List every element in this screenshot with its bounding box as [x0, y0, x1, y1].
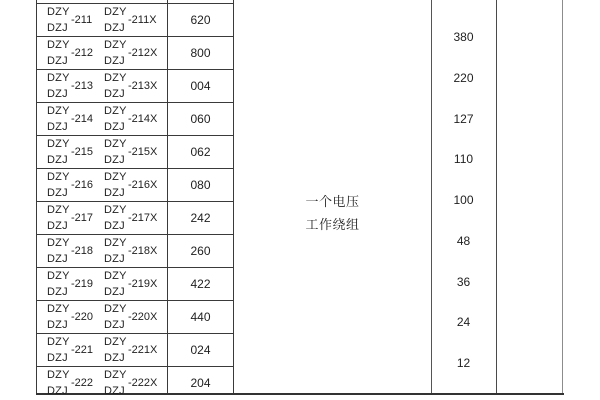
voltage-value: 48 [456, 233, 471, 248]
table-row [37, 103, 233, 136]
model-prefix-dzy: DZY [47, 303, 70, 315]
model-prefix-dzy: DZY [104, 237, 127, 249]
model-prefix-stack-x [104, 138, 127, 166]
model-prefix-stack-x [104, 270, 127, 298]
model-prefix-dzj: DZJ [104, 220, 125, 232]
model-prefix-stack-primary [47, 138, 70, 166]
model-prefix-dzy: DZY [47, 369, 70, 381]
voltage-value: 12 [456, 356, 471, 370]
model-prefix-dzj: DZJ [47, 385, 68, 397]
table-right-border [562, 0, 563, 395]
code-cell: 024 [190, 343, 211, 357]
code-cell: 060 [190, 112, 211, 126]
model-prefix-dzy: DZY [104, 204, 127, 216]
model-suffix: -222 [71, 377, 94, 389]
model-prefix-stack-x [104, 171, 127, 199]
model-prefix-dzy: DZY [47, 336, 70, 348]
model-rows [37, 4, 233, 399]
model-suffix-x: -214X [128, 113, 158, 125]
model-prefix-stack-x [104, 72, 127, 100]
model-prefix-stack-primary [47, 72, 70, 100]
model-prefix-stack-x [104, 336, 127, 364]
code-cell: 800 [190, 46, 211, 60]
voltage-value: 36 [456, 274, 471, 289]
model-prefix-stack-primary [47, 204, 70, 232]
table-row [37, 202, 233, 235]
empty-column-cell [497, 0, 562, 393]
model-prefix-dzy: DZY [47, 204, 70, 216]
model-prefix-dzy: DZY [47, 138, 70, 150]
model-prefix-dzj: DZJ [104, 22, 125, 34]
model-prefix-dzj: DZJ [47, 319, 68, 331]
model-prefix-dzj: DZJ [47, 22, 68, 34]
table-row [37, 169, 233, 202]
model-suffix: -219 [71, 278, 94, 290]
model-suffix: -215 [71, 146, 94, 158]
voltage-value: 220 [453, 70, 474, 85]
voltage-value: 127 [453, 111, 474, 126]
model-suffix: -217 [71, 212, 94, 224]
code-cell: 422 [190, 277, 211, 291]
model-prefix-stack-primary [47, 270, 70, 298]
table-row [37, 334, 233, 367]
model-suffix: -221 [71, 344, 94, 356]
model-prefix-stack-x [104, 303, 127, 331]
model-suffix: -211 [71, 14, 93, 26]
voltage-value: 110 [453, 152, 474, 167]
model-prefix-dzy: DZY [104, 105, 127, 117]
model-prefix-dzj: DZJ [47, 187, 68, 199]
model-prefix-dzj: DZJ [47, 88, 68, 100]
model-prefix-dzy: DZY [104, 171, 127, 183]
code-cell: 260 [190, 244, 211, 258]
model-suffix-x: -221X [128, 344, 158, 356]
voltage-value: 100 [453, 193, 474, 207]
model-prefix-dzj: DZJ [47, 154, 68, 166]
model-prefix-stack-primary [47, 6, 70, 34]
table-row [37, 367, 233, 399]
model-suffix-x: -215X [128, 146, 158, 158]
table-row [37, 4, 233, 37]
model-prefix-stack-x [104, 105, 127, 133]
code-cell: 062 [190, 145, 211, 159]
winding-label-line1: 一个电压 [305, 194, 360, 209]
model-prefix-stack-primary [47, 105, 70, 133]
model-suffix-x: -216X [128, 179, 158, 191]
model-suffix: -220 [71, 311, 94, 323]
model-suffix-x: -217X [128, 212, 158, 224]
model-prefix-dzy: DZY [47, 237, 70, 249]
model-suffix: -218 [71, 245, 94, 257]
model-prefix-stack-x [104, 237, 127, 265]
model-suffix: -214 [71, 113, 94, 125]
model-prefix-dzj: DZJ [47, 286, 68, 298]
code-cell: 004 [190, 79, 211, 93]
model-prefix-stack-primary [47, 237, 70, 265]
model-prefix-dzy: DZY [104, 336, 127, 348]
model-prefix-stack-primary [47, 39, 70, 67]
model-suffix: -212 [71, 47, 94, 59]
model-prefix-dzy: DZY [47, 72, 70, 84]
model-suffix-x: -222X [128, 377, 158, 389]
model-suffix: -216 [71, 179, 94, 191]
model-prefix-stack-x [104, 204, 127, 232]
model-prefix-dzy: DZY [47, 39, 70, 51]
model-prefix-dzj: DZJ [47, 253, 68, 265]
model-prefix-dzy: DZY [104, 72, 127, 84]
code-cell: 242 [190, 211, 211, 225]
model-suffix-x: -220X [128, 311, 158, 323]
model-prefix-stack-x [104, 6, 127, 34]
model-suffix-x: -218X [128, 245, 158, 257]
voltage-list [431, 30, 496, 370]
model-prefix-dzy: DZY [47, 270, 70, 282]
table-row [37, 268, 233, 301]
model-prefix-dzj: DZJ [104, 154, 125, 166]
model-prefix-dzj: DZJ [104, 55, 125, 67]
model-prefix-dzj: DZJ [47, 121, 68, 133]
model-prefix-dzy: DZY [104, 369, 127, 381]
model-prefix-stack-primary [47, 369, 70, 397]
winding-label-line2: 工作绕组 [305, 217, 360, 232]
voltage-value: 380 [453, 30, 474, 44]
model-prefix-dzy: DZY [104, 270, 127, 282]
table-row [37, 70, 233, 103]
model-prefix-stack-x [104, 39, 127, 67]
table-row [37, 301, 233, 334]
model-prefix-dzy: DZY [104, 303, 127, 315]
model-prefix-stack-x [104, 369, 127, 397]
model-prefix-dzy: DZY [47, 171, 70, 183]
model-prefix-dzj: DZJ [104, 88, 125, 100]
model-prefix-dzj: DZJ [104, 319, 125, 331]
model-prefix-dzj: DZJ [104, 187, 125, 199]
model-suffix: -213 [71, 80, 94, 92]
table-row [37, 136, 233, 169]
code-cell: 204 [190, 376, 211, 390]
model-prefix-dzy: DZY [104, 39, 127, 51]
model-prefix-dzy: DZY [104, 6, 127, 18]
model-prefix-dzy: DZY [104, 138, 127, 150]
model-prefix-dzy: DZY [47, 6, 70, 18]
model-prefix-dzj: DZJ [104, 253, 125, 265]
code-cell: 080 [190, 178, 211, 192]
model-prefix-dzj: DZJ [104, 286, 125, 298]
model-prefix-stack-primary [47, 303, 70, 331]
model-prefix-dzj: DZJ [104, 121, 125, 133]
model-suffix-x: -212X [128, 47, 158, 59]
model-prefix-dzj: DZJ [47, 220, 68, 232]
code-cell: 440 [190, 310, 211, 324]
code-cell: 620 [190, 13, 211, 27]
winding-label-cell [234, 190, 431, 236]
model-prefix-dzj: DZJ [104, 385, 125, 397]
model-suffix-x: -219X [128, 278, 158, 290]
model-suffix-x: -213X [128, 80, 158, 92]
model-prefix-dzj: DZJ [104, 352, 125, 364]
table-row [37, 37, 233, 70]
table-row [37, 235, 233, 268]
voltage-value: 24 [456, 315, 471, 330]
model-prefix-dzj: DZJ [47, 352, 68, 364]
model-prefix-dzj: DZJ [47, 55, 68, 67]
model-prefix-dzy: DZY [47, 105, 70, 117]
model-prefix-stack-primary [47, 336, 70, 364]
model-suffix-x: -211X [128, 14, 157, 26]
model-prefix-stack-primary [47, 171, 70, 199]
